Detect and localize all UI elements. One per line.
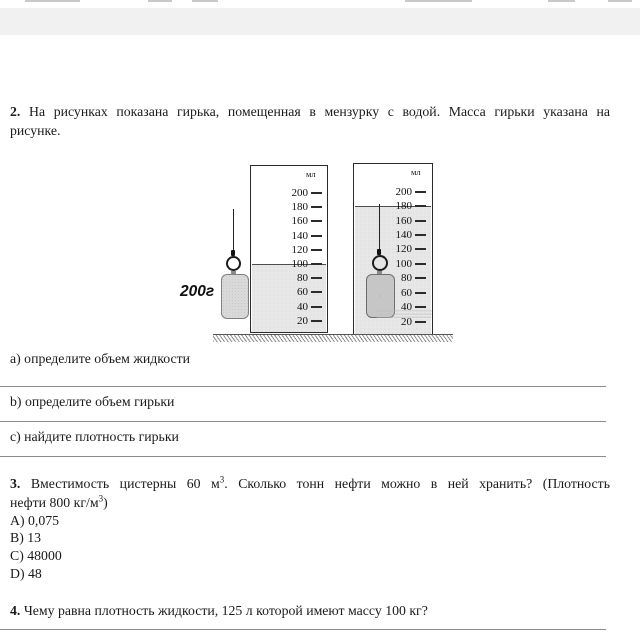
scale-tick-left: 180 <box>291 201 308 213</box>
problem2-text-line2: рисунке. <box>10 123 61 138</box>
scale-tick-right: 100 <box>395 258 412 270</box>
tick-mark <box>415 277 426 279</box>
superscript: 3 <box>98 493 104 504</box>
problem2-text-line1 <box>10 102 610 121</box>
tick-mark <box>311 249 322 251</box>
scale-tick-right: 40 <box>401 301 412 313</box>
weight-ring-right <box>372 255 388 271</box>
scale-tick-left: 20 <box>297 315 308 327</box>
answer-line-c <box>0 456 606 457</box>
question-c: c) найдите плотность гирьки <box>10 429 179 444</box>
tick-mark <box>415 220 426 222</box>
question-a: a) определите объем жидкости <box>10 351 191 366</box>
problem2-number: 2. <box>10 104 21 119</box>
unit-label-left: мл <box>306 169 316 179</box>
tick-mark <box>311 206 322 208</box>
tick-mark <box>311 235 322 237</box>
problem3-option-d: D) 48 <box>10 566 42 581</box>
scale-tick-left: 140 <box>291 230 308 242</box>
answer-line-a <box>0 386 606 387</box>
answer-line-p4 <box>0 629 606 630</box>
scale-tick-left: 120 <box>291 244 308 256</box>
page-top-remnant <box>192 0 218 2</box>
problem3-option-a: A) 0,075 <box>10 513 60 528</box>
problem3-option-c: C) 48000 <box>10 548 62 563</box>
scale-tick-right: 80 <box>401 272 412 284</box>
weight-ring-left <box>226 256 241 271</box>
scale-tick-right: 140 <box>395 229 412 241</box>
tick-mark <box>311 192 322 194</box>
page-top-remnant <box>25 0 80 2</box>
scale-tick-right: 120 <box>395 243 412 255</box>
problem4-text: 4. Чему равна плотность жидкости, 125 л которой имеют массу 100 кг? <box>10 603 428 618</box>
tick-mark <box>311 277 322 279</box>
page-top-remnant <box>548 0 575 2</box>
tick-mark <box>415 306 426 308</box>
tick-mark <box>311 291 322 293</box>
page-top-remnant <box>148 0 172 2</box>
tick-mark <box>311 306 322 308</box>
scale-tick-left: 160 <box>291 215 308 227</box>
question-b: b) определите объем гирьки <box>10 394 175 409</box>
scale-tick-left: 60 <box>297 286 308 298</box>
tick-mark <box>415 248 426 250</box>
superscript: 3 <box>219 474 225 485</box>
problem3-text-line1: 3. Вместимость цистерны 60 $м^3$. Сколько тонн нефти можно в ней хранить? (Плотность <box>10 474 610 491</box>
tick-mark <box>311 263 322 265</box>
tick-mark <box>311 220 322 222</box>
problem4-number: 4. <box>10 603 21 618</box>
problem3-option-b: B) 13 <box>10 530 42 545</box>
scale-tick-right: 200 <box>395 186 412 198</box>
page-top-remnant <box>608 0 632 2</box>
scale-tick-right: 20 <box>401 316 412 328</box>
tick-mark <box>415 321 426 323</box>
tick-mark <box>311 320 322 322</box>
weight-mass-label: 200г <box>180 283 215 300</box>
problem2-line1: На рисунках показана гирька, помещенная в мензурку с водой. Масса гирьки указана на <box>28 104 610 119</box>
tick-mark <box>415 234 426 236</box>
problem3-text-line2: нефти 800 $кг/м^3$) <box>10 493 108 510</box>
scale-tick-left: 200 <box>291 187 308 199</box>
tick-mark <box>415 205 426 207</box>
tick-mark <box>415 263 426 265</box>
tick-mark <box>415 191 426 193</box>
weight-body-left <box>221 274 249 319</box>
top-gray-band <box>0 8 640 35</box>
scale-tick-left: 80 <box>297 272 308 284</box>
ground-hatch <box>213 334 453 342</box>
scale-tick-left: 40 <box>297 301 308 313</box>
page-top-remnant <box>405 0 472 2</box>
weight-string-left <box>233 209 234 255</box>
weight-string-right <box>379 204 380 254</box>
unit-label-right: мл <box>411 167 421 177</box>
tick-mark <box>415 292 426 294</box>
scale-tick-right: 60 <box>401 287 412 299</box>
problem3-number: 3. <box>10 476 21 491</box>
scale-tick-left: 100 <box>291 258 308 270</box>
scale-tick-right: 180 <box>395 200 412 212</box>
scale-tick-right: 160 <box>395 215 412 227</box>
answer-line-b <box>0 421 606 422</box>
watermark-smudge <box>376 309 432 318</box>
